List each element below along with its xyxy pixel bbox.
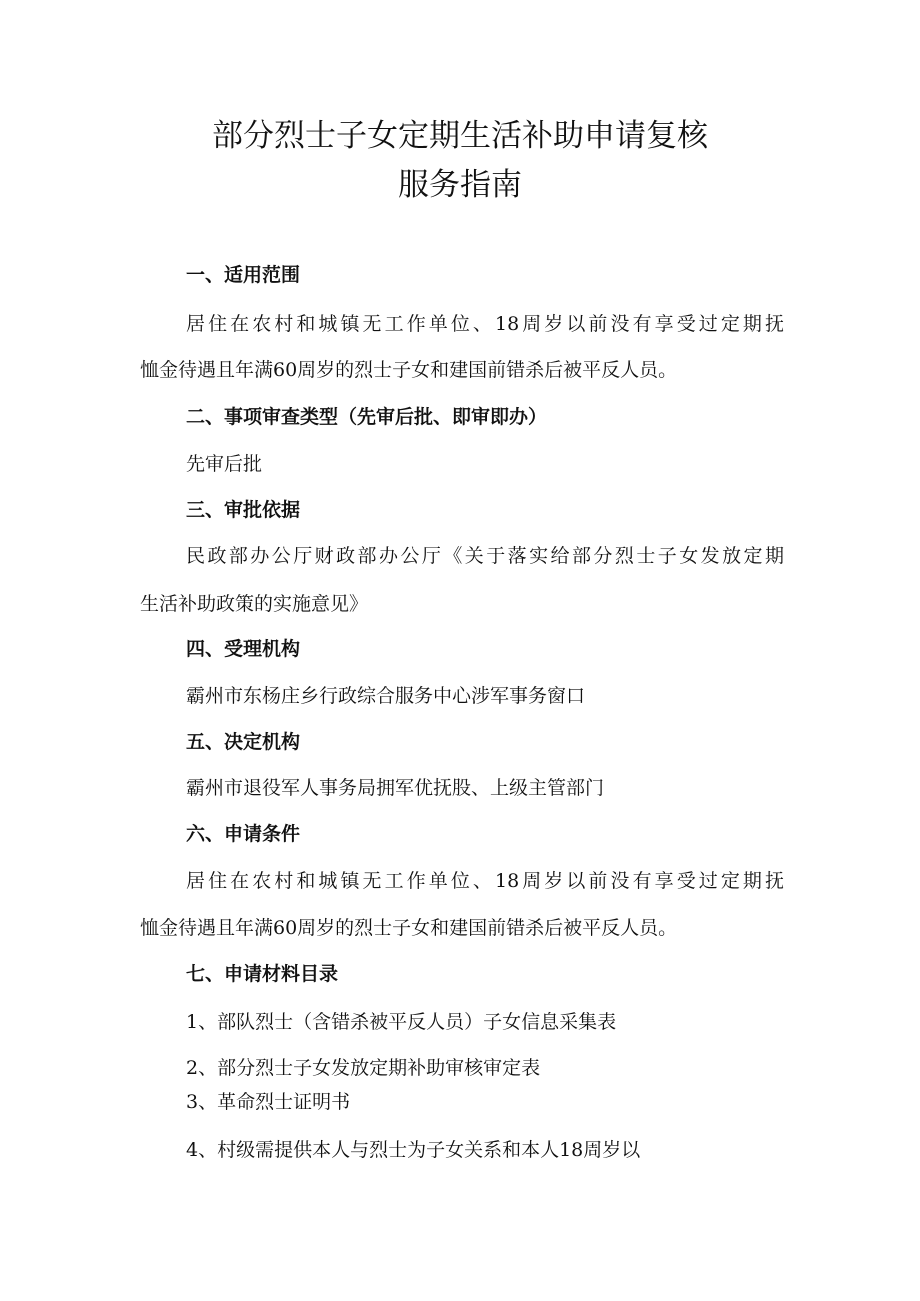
section-text-conditions-line-2: 恤金待遇且年满60周岁的烈士子女和建国前错杀后被平反人员。 <box>140 917 678 939</box>
section-text-basis-line-1: 民政部办公厅财政部办公厅《关于落实给部分烈士子女发放定期 <box>186 545 784 567</box>
section-heading-conditions: 六、申请条件 <box>186 823 301 845</box>
section-text-deciding-agency: 霸州市退役军人事务局拥军优抚股、上级主管部门 <box>186 777 605 799</box>
section-text-accepting-agency: 霸州市东杨庄乡行政综合服务中心涉军事务窗口 <box>186 685 586 707</box>
materials-list-item: 4、村级需提供本人与烈士为子女关系和本人18周岁以 <box>186 1139 641 1161</box>
document-title-line-2: 服务指南 <box>398 167 522 203</box>
section-heading-materials: 七、申请材料目录 <box>186 963 339 985</box>
document-title-line-1: 部分烈士子女定期生活补助申请复核 <box>212 118 708 154</box>
section-heading-deciding-agency: 五、决定机构 <box>186 731 301 753</box>
section-heading-review-type: 二、事项审查类型（先审后批、即审即办） <box>186 406 548 428</box>
section-heading-scope: 一、适用范围 <box>186 264 301 286</box>
section-text-scope-line-1: 居住在农村和城镇无工作单位、18周岁以前没有享受过定期抚 <box>186 313 784 335</box>
materials-list-item: 3、革命烈士证明书 <box>186 1091 351 1113</box>
materials-list-item: 1、部队烈士（含错杀被平反人员）子女信息采集表 <box>186 1011 617 1033</box>
section-text-conditions-line-1: 居住在农村和城镇无工作单位、18周岁以前没有享受过定期抚 <box>186 870 784 892</box>
materials-list-item: 2、部分烈士子女发放定期补助审核审定表 <box>186 1057 541 1079</box>
section-heading-basis: 三、审批依据 <box>186 499 301 521</box>
section-text-review-type: 先审后批 <box>186 453 263 475</box>
section-heading-accepting-agency: 四、受理机构 <box>186 638 301 660</box>
section-text-scope-line-2: 恤金待遇且年满60周岁的烈士子女和建国前错杀后被平反人员。 <box>140 359 678 381</box>
section-text-basis-line-2: 生活补助政策的实施意见》 <box>140 593 369 615</box>
